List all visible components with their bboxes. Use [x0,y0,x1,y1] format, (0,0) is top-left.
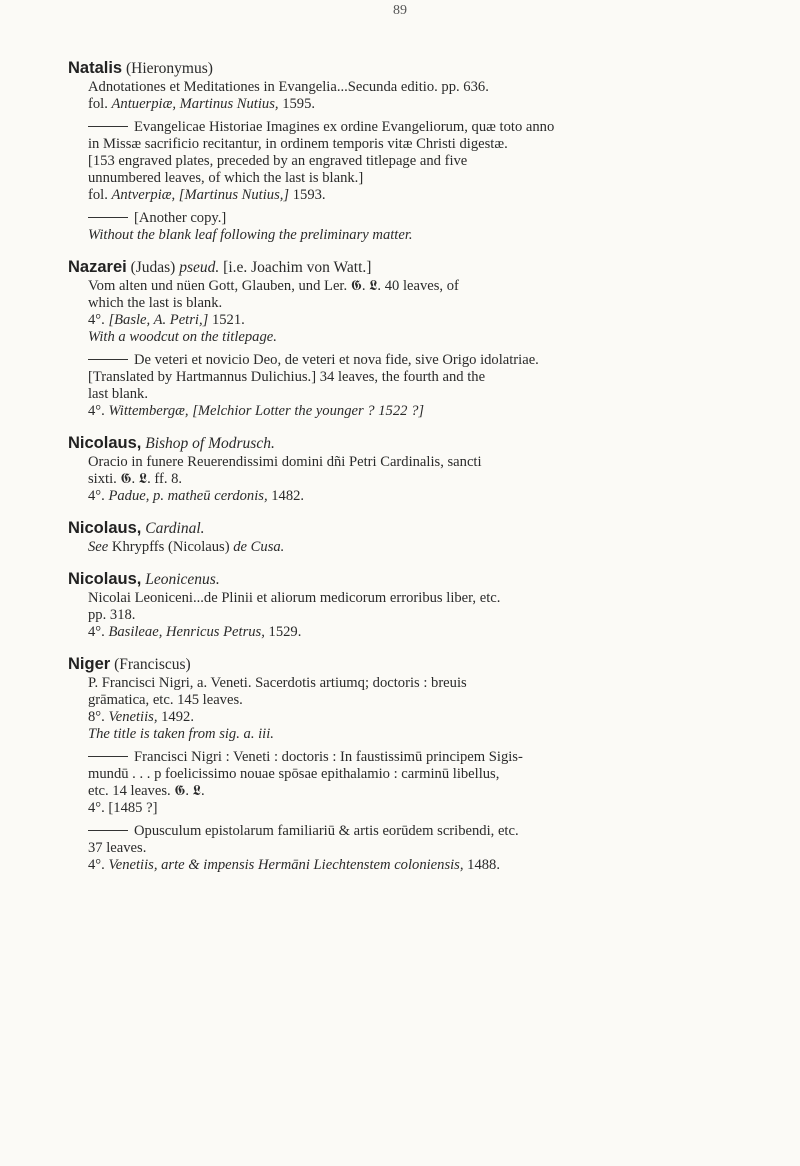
item-line: Nicolai Leoniceni...de Plinii et aliorum medicorum erroribus liber, etc. [88,590,501,606]
format-text: 4°. [88,857,109,873]
imprint-place: Venetiis, [108,709,158,725]
entry-name: Nazarei [68,258,127,276]
see-reference[interactable] [88,539,758,556]
entry-name: Nicolaus, [68,519,142,537]
item-line: grāmatica, etc. 145 leaves. [88,692,243,708]
page-number: 89 [393,3,407,18]
item-record [68,210,758,244]
item-note: Without the blank leaf following the preliminary matter. [88,227,413,243]
entry-qualifier: (Judas) [126,259,180,276]
entry-name: Nicolaus, [68,434,142,452]
entry-heading [68,257,758,278]
entry-name: Niger [68,655,111,673]
entry-name: Nicolaus, [68,570,142,588]
item-text: Evangelicae Historiae Imagines ex ordine Evangeliorum, quæ toto anno [134,119,555,135]
imprint-place: Padue, p. matheū cerdonis, [108,488,268,504]
item-imprint [88,312,758,329]
item-record [68,454,758,505]
item-line: in Missæ sacrificio recitantur, in ordinem temporis vitæ Christi digestæ. [88,136,508,152]
imprint-year: 1593. [289,187,326,203]
entry-qualifier-italic: pseud. [179,259,220,276]
imprint-year: 1521. [208,312,245,328]
item-text: Francisci Nigri : Veneti : doctoris : In faustissimū principem Sigis- [134,749,523,765]
imprint-place: Antverpiæ, [Martinus Nutius,] [111,187,290,203]
catalogue-entry [68,569,758,641]
catalogue-entry [68,257,758,420]
item-line [88,119,758,136]
item-record [68,79,758,113]
entry-name: Natalis [68,59,123,77]
entry-qualifier-rest: [i.e. Joachim von Watt.] [219,259,372,276]
entry-qualifier: Cardinal. [141,520,205,537]
item-line: sixti. 𝕲. 𝕷. ff. 8. [88,471,183,487]
item-record [68,119,758,204]
item-line: etc. 14 leaves. 𝕲. 𝕷. [88,783,205,799]
item-record [68,749,758,817]
item-line: Adnotationes et Meditationes in Evangelia...Secunda editio. pp. 636. [88,79,489,95]
entry-heading [68,518,758,539]
item-imprint [88,857,758,874]
item-line [88,210,758,227]
item-text: Opusculum epistolarum familiariū & artis eorūdem scribendi, etc. [134,823,519,839]
item-line: 37 leaves. [88,840,147,856]
item-note: The title is taken from sig. a. iii. [88,726,274,742]
item-record [68,352,758,420]
catalogue-entry [68,518,758,556]
item-record [68,675,758,743]
imprint-place: Antuerpiæ, Martinus Nutius, [111,96,279,112]
ditto-dash [88,217,128,218]
item-line [88,749,758,766]
ditto-dash [88,359,128,360]
item-imprint [88,96,758,113]
imprint-year: 1482. [267,488,305,504]
item-line: Vom alten und nüen Gott, Glauben, und Ler. 𝕲. 𝕷. 40 leaves, of [88,278,459,294]
item-line: [Translated by Hartmannus Dulichius.] 34 leaves, the fourth and the [88,369,486,385]
item-record [68,590,758,641]
see-target: Khrypffs (Nicolaus) [108,539,234,555]
imprint-year: 1492. [157,709,194,725]
item-line: unnumbered leaves, of which the last is blank.] [88,170,364,186]
imprint-place: Wittembergæ, [Melchior Lotter the younger ? 1522 ?] [108,403,425,419]
catalogue-entries [68,58,758,887]
item-line: 4°. [1485 ?] [88,800,158,816]
format-text: fol. [88,96,112,112]
item-record [68,278,758,346]
item-imprint [88,187,758,204]
cross-reference [68,539,758,556]
item-note: With a woodcut on the titlepage. [88,329,277,345]
imprint-place: Venetiis, arte & impensis Hermāni Liechtenstem coloniensis, [108,857,464,873]
format-text: 4°. [88,488,109,504]
format-text: 4°. [88,403,109,419]
format-text: 8°. [88,709,109,725]
item-line: [153 engraved plates, preceded by an engraved titlepage and five [88,153,468,169]
item-line: pp. 318. [88,607,136,623]
item-text: De veteri et novicio Deo, de veteri et nova fide, sive Origo idolatriae. [134,352,539,368]
imprint-year: 1529. [264,624,302,640]
catalogue-entry [68,433,758,505]
item-text: [Another copy.] [134,210,227,226]
entry-qualifier: (Franciscus) [110,656,191,673]
item-record [68,823,758,874]
ditto-dash [88,126,128,127]
item-line [88,823,758,840]
item-imprint [88,709,758,726]
entry-heading [68,654,758,675]
imprint-place: Basileae, Henricus Petrus, [108,624,265,640]
imprint-year: 1595. [278,96,316,112]
see-label: See [88,539,109,555]
ditto-dash [88,830,128,831]
item-imprint [88,403,758,420]
entry-heading [68,433,758,454]
catalogue-entry [68,654,758,874]
see-target-italic: de Cusa. [233,539,285,555]
item-line: P. Francisci Nigri, a. Veneti. Sacerdotis artiumq; doctoris : breuis [88,675,467,691]
catalogue-entry [68,58,758,244]
ditto-dash [88,756,128,757]
entry-qualifier: Bishop of Modrusch. [141,435,275,452]
entry-heading [68,58,758,79]
entry-heading [68,569,758,590]
imprint-year: 1488. [463,857,500,873]
item-line: which the last is blank. [88,295,223,311]
format-text: 4°. [88,312,109,328]
item-line [88,352,758,369]
entry-qualifier: Leonicenus. [141,571,220,588]
item-line: mundū . . . p foelicissimo nouae spōsae epithalamio : carminū libellus, [88,766,500,782]
item-line: Oracio in funere Reuerendissimi domini dñi Petri Cardinalis, sancti [88,454,482,470]
format-text: fol. [88,187,112,203]
entry-qualifier: (Hieronymus) [122,60,213,77]
imprint-place: [Basle, A. Petri,] [108,312,209,328]
format-text: 4°. [88,624,109,640]
item-imprint [88,488,758,505]
item-imprint [88,624,758,641]
item-line: last blank. [88,386,148,402]
